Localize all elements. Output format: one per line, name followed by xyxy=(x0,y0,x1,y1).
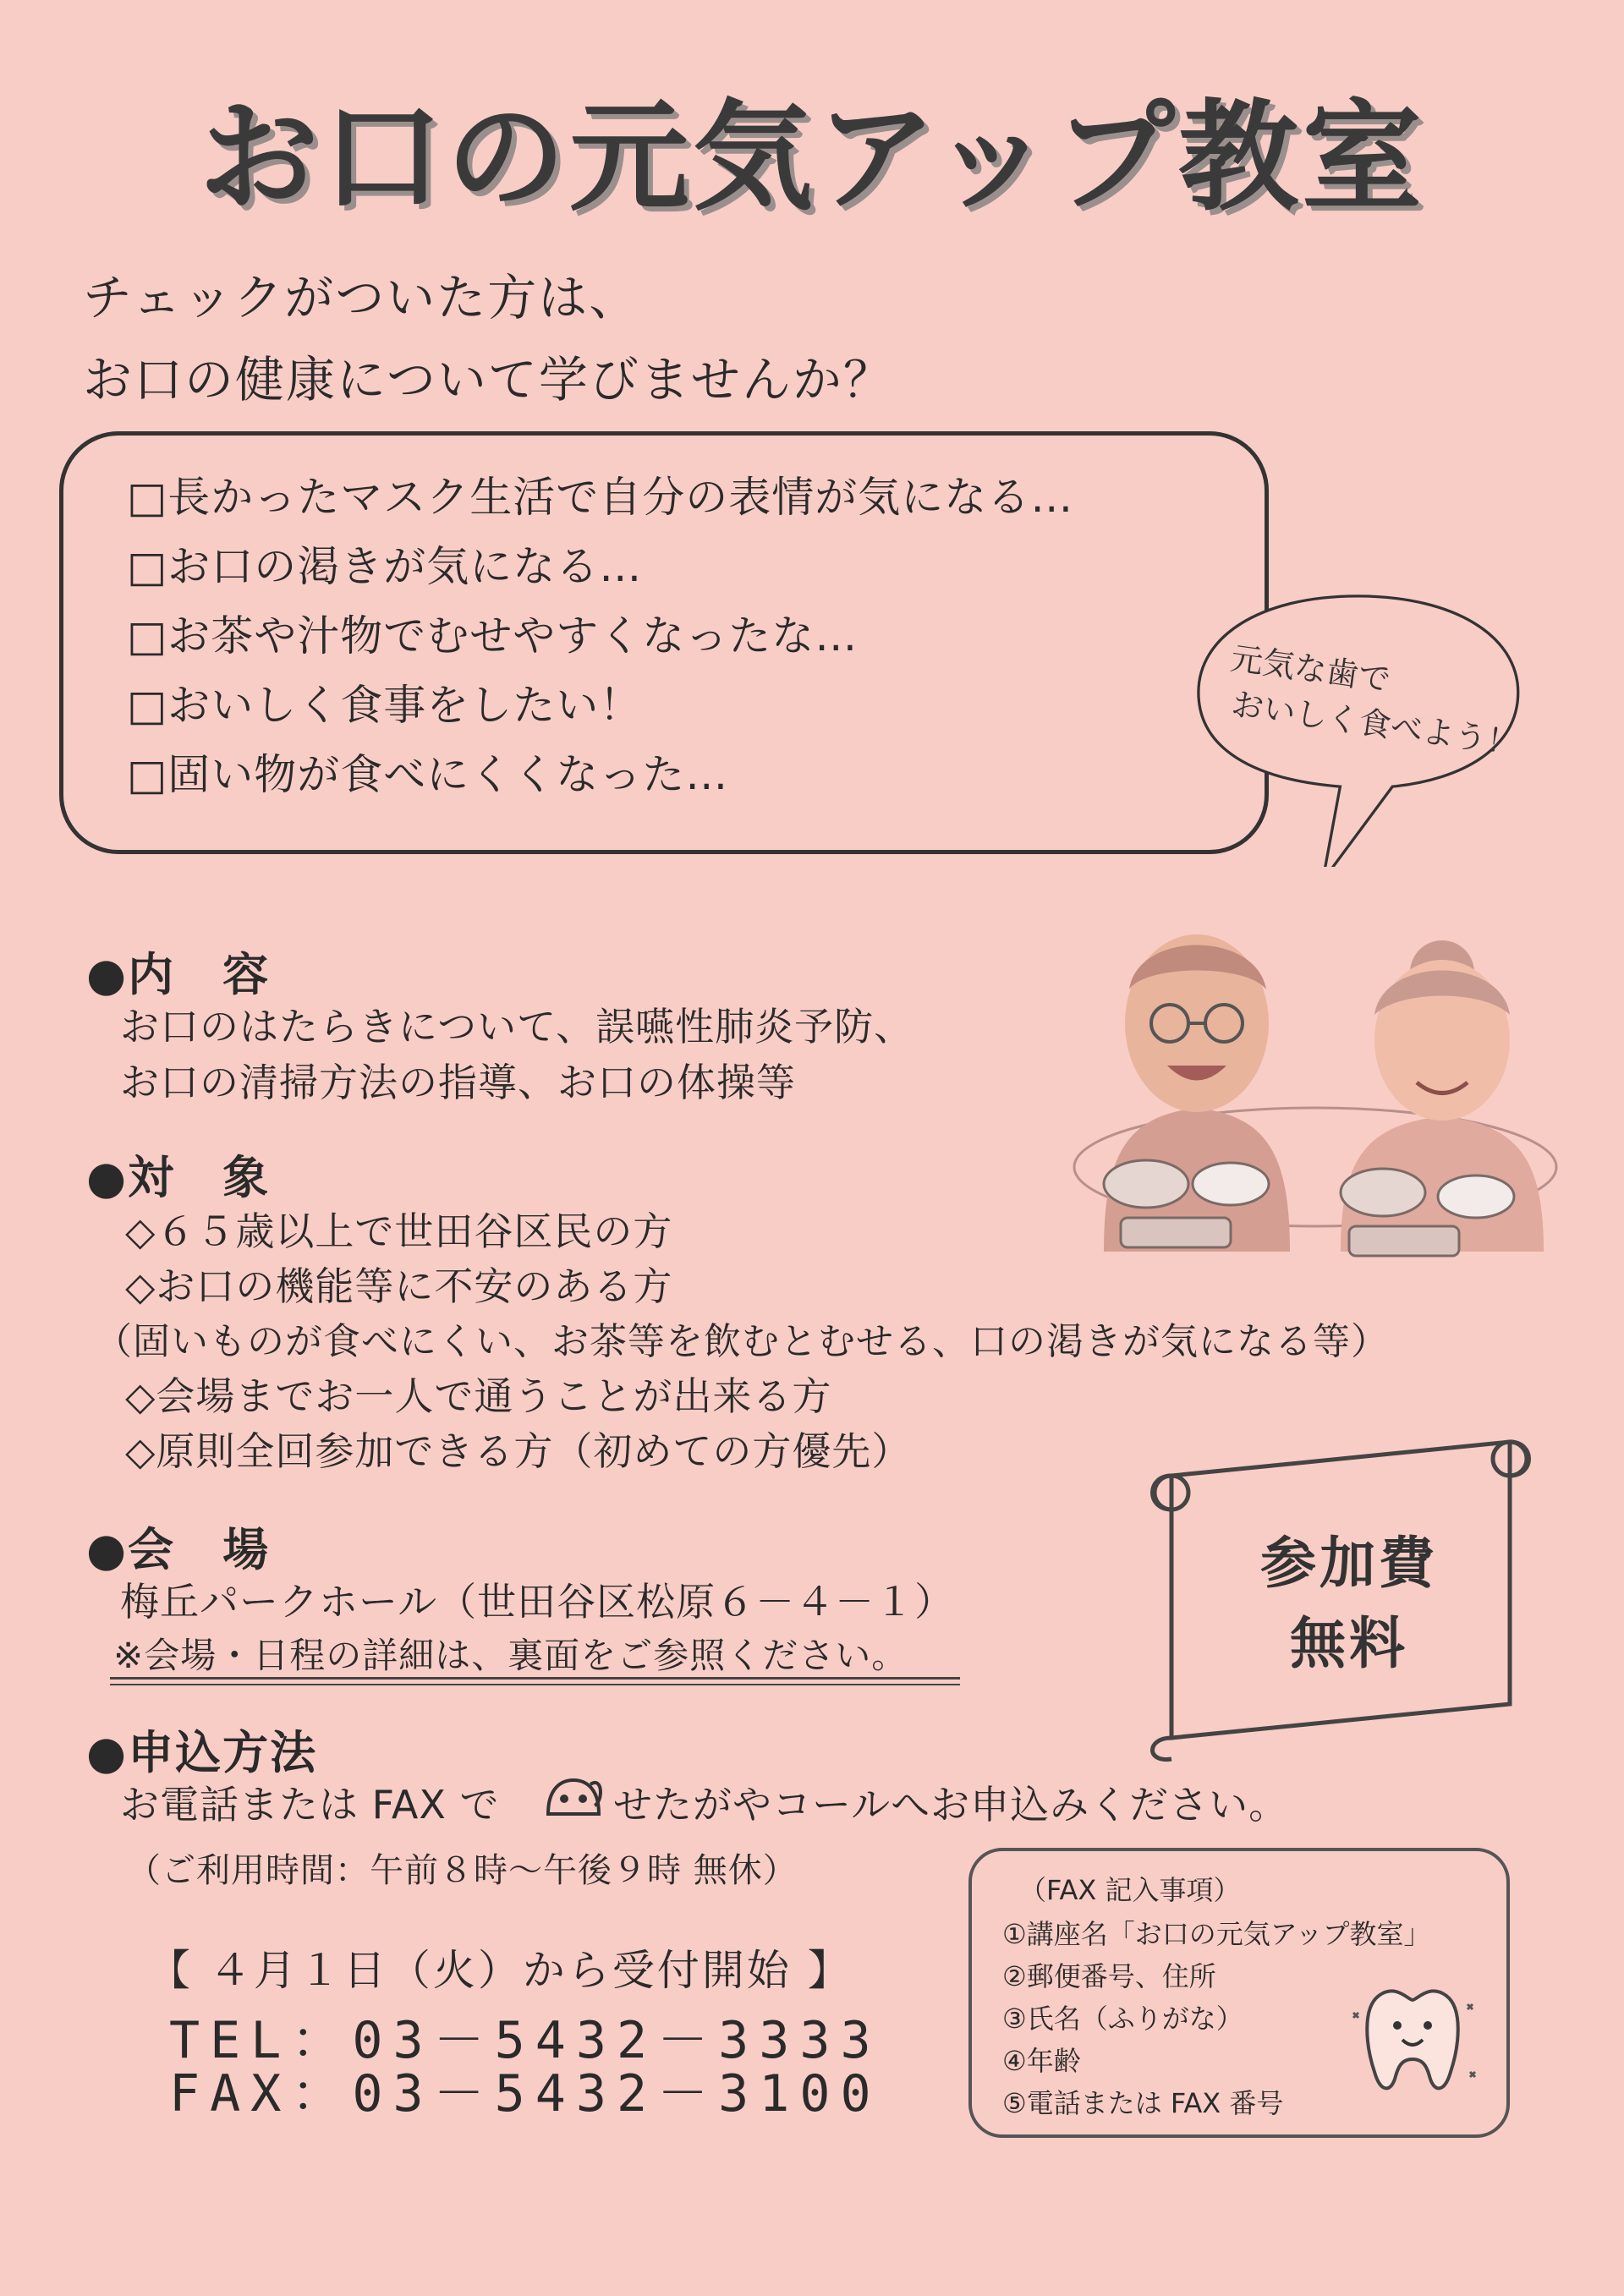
checklist-item: □長かったマスク生活で自分の表情が気になる… xyxy=(127,473,1074,522)
fax-box-item: ③氏名（ふりがな） xyxy=(1002,2003,1243,2035)
checklist-item: □固い物が食べにくくなった… xyxy=(127,750,729,799)
apply-heading: ●申込方法 xyxy=(86,1726,318,1779)
fee-value: 無料 xyxy=(1290,1611,1408,1676)
checklist-item: □お茶や汁物でむせやすくなったな… xyxy=(127,611,859,660)
target-line-2: ◇お口の機能等に不安のある方 xyxy=(125,1263,673,1309)
venue-line-1: 梅丘パークホール（世田谷区松原６－４－１） xyxy=(120,1579,955,1625)
smiling-tooth-icon xyxy=(1345,1979,1480,2106)
fax-box-title: （FAX 記入事項） xyxy=(1019,1874,1241,1906)
fax-box-item: ②郵便番号、住所 xyxy=(1002,1960,1216,1992)
checklist-item: □おいしく食事をしたい！ xyxy=(127,681,643,730)
venue-note-underline xyxy=(110,1677,960,1680)
target-line-3: （固いものが食べにくい、お茶等を飲むとむせる、口の渇きが気になる等） xyxy=(95,1320,1389,1363)
target-line-4: ◇会場までお一人で通うことが出来る方 xyxy=(125,1373,832,1419)
venue-heading: ●会 場 xyxy=(86,1523,271,1576)
target-heading: ●対 象 xyxy=(86,1151,271,1204)
tel-number: TEL：03－5432－3333 xyxy=(169,2011,881,2070)
content-line-1: お口のはたらきについて、誤嚥性肺炎予防、 xyxy=(120,1004,914,1049)
fax-number: FAX：03－5432－3100 xyxy=(169,2064,881,2123)
fax-box-item: ⑤電話または FAX 番号 xyxy=(1002,2087,1284,2119)
content-line-2: お口の清掃方法の指導、お口の体操等 xyxy=(120,1060,796,1105)
apply-line-1-before: お電話または FAX で xyxy=(120,1782,500,1827)
venue-note: ※会場・日程の詳細は、裏面をご参照ください。 xyxy=(113,1635,908,1676)
speech-line-1: 元気な歯で xyxy=(1228,638,1393,699)
apply-hours: （ご利用時間：午前８時～午後９時 無休） xyxy=(127,1851,798,1890)
intro-line-2: お口の健康について学びませんか？ xyxy=(83,351,894,408)
phone-mascot-icon xyxy=(544,1772,603,1822)
fax-box-item: ①講座名「お口の元気アップ教室」 xyxy=(1002,1918,1431,1950)
speech-line-2: おいしく食べよう！ xyxy=(1229,685,1521,763)
fax-box-item: ④年齢 xyxy=(1002,2045,1081,2077)
content-heading: ●内 容 xyxy=(86,948,271,1001)
target-line-1: ◇６５歳以上で世田谷区民の方 xyxy=(125,1208,673,1254)
venue-note-underline xyxy=(110,1684,960,1685)
intro-line-1: チェックがついた方は、 xyxy=(83,269,640,326)
reception-start: 【 ４月１日（火）から受付開始 】 xyxy=(148,1946,853,1995)
page-title: お口の元気アップ教室 xyxy=(198,88,1426,227)
target-line-5: ◇原則全回参加できる方（初めての方優先） xyxy=(125,1428,912,1474)
fee-label: 参加費 xyxy=(1260,1531,1438,1596)
elderly-couple-eating-illustration xyxy=(1070,913,1561,1285)
apply-line-1-after: せたがやコールへお申込みください。 xyxy=(613,1782,1289,1827)
checklist-item: □お口の渇きが気になる… xyxy=(127,542,643,591)
